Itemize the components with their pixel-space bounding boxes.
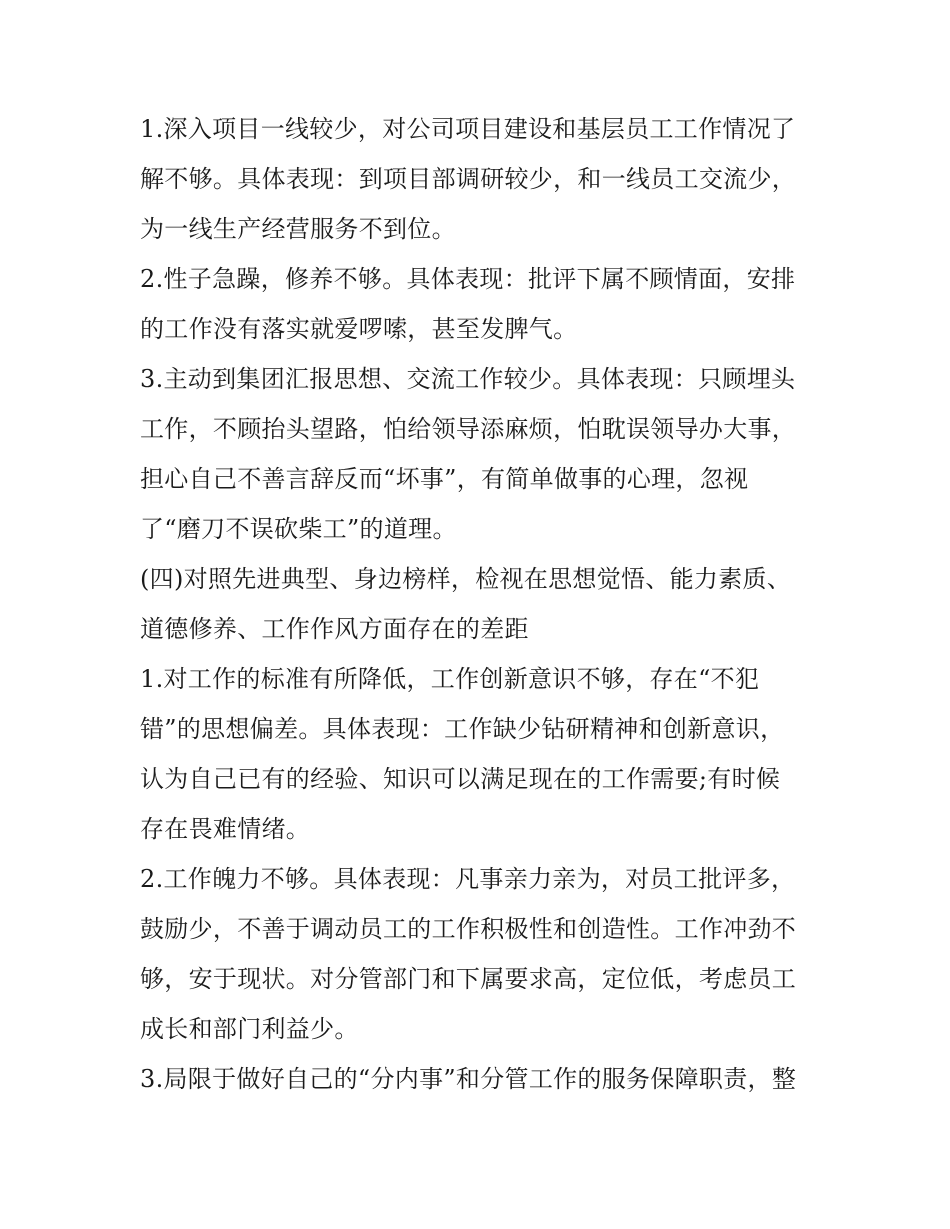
text-line: 为一线生产经营服务不到位。 [140,215,456,243]
text-line: 3.局限于做好自己的“分内事”和分管工作的服务保障职责，整 [140,1065,797,1093]
text-line: 够，安于现状。对分管部门和下属要求高，定位低，考虑员工 [140,965,797,993]
text-line: 1.对工作的标准有所降低，工作创新意识不够，存在“不犯 [140,665,760,693]
text-line: 错”的思想偏差。具体表现：工作缺少钻研精神和创新意识， [140,715,785,743]
text-line: 2.工作魄力不够。具体表现：凡事亲力亲为，对员工批评多， [140,865,796,893]
text-line: 担心自己不善言辞反而“坏事”，有简单做事的心理，忽视 [140,465,749,493]
text-line: 鼓励少，不善于调动员工的工作积极性和创造性。工作冲劲不 [140,915,797,943]
text-line: 3.主动到集团汇报思想、交流工作较少。具体表现：只顾埋头 [140,365,796,393]
text-line: 了“磨刀不误砍柴工”的道理。 [140,515,457,543]
text-line: 成长和部门利益少。 [140,1015,359,1043]
text-line: 认为自己已有的经验、知识可以满足现在的工作需要;有时候 [140,765,781,793]
text-line: 2.性子急躁，修养不够。具体表现：批评下属不顾情面，安排 [140,265,796,293]
section-heading: 道德修养、工作作风方面存在的差距 [140,615,529,643]
text-line: 解不够。具体表现：到项目部调研较少，和一线员工交流少， [140,165,797,193]
section-heading: (四)对照先进典型、身边榜样，检视在思想觉悟、能力素质、 [140,565,792,593]
text-line: 存在畏难情绪。 [140,815,311,843]
text-line: 的工作没有落实就爱啰嗦，甚至发脾气。 [140,315,578,343]
text-line: 工作，不顾抬头望路，怕给领导添麻烦，怕耽误领导办大事， [140,415,797,443]
text-line: 1.深入项目一线较少，对公司项目建设和基层员工工作情况了 [140,115,796,143]
